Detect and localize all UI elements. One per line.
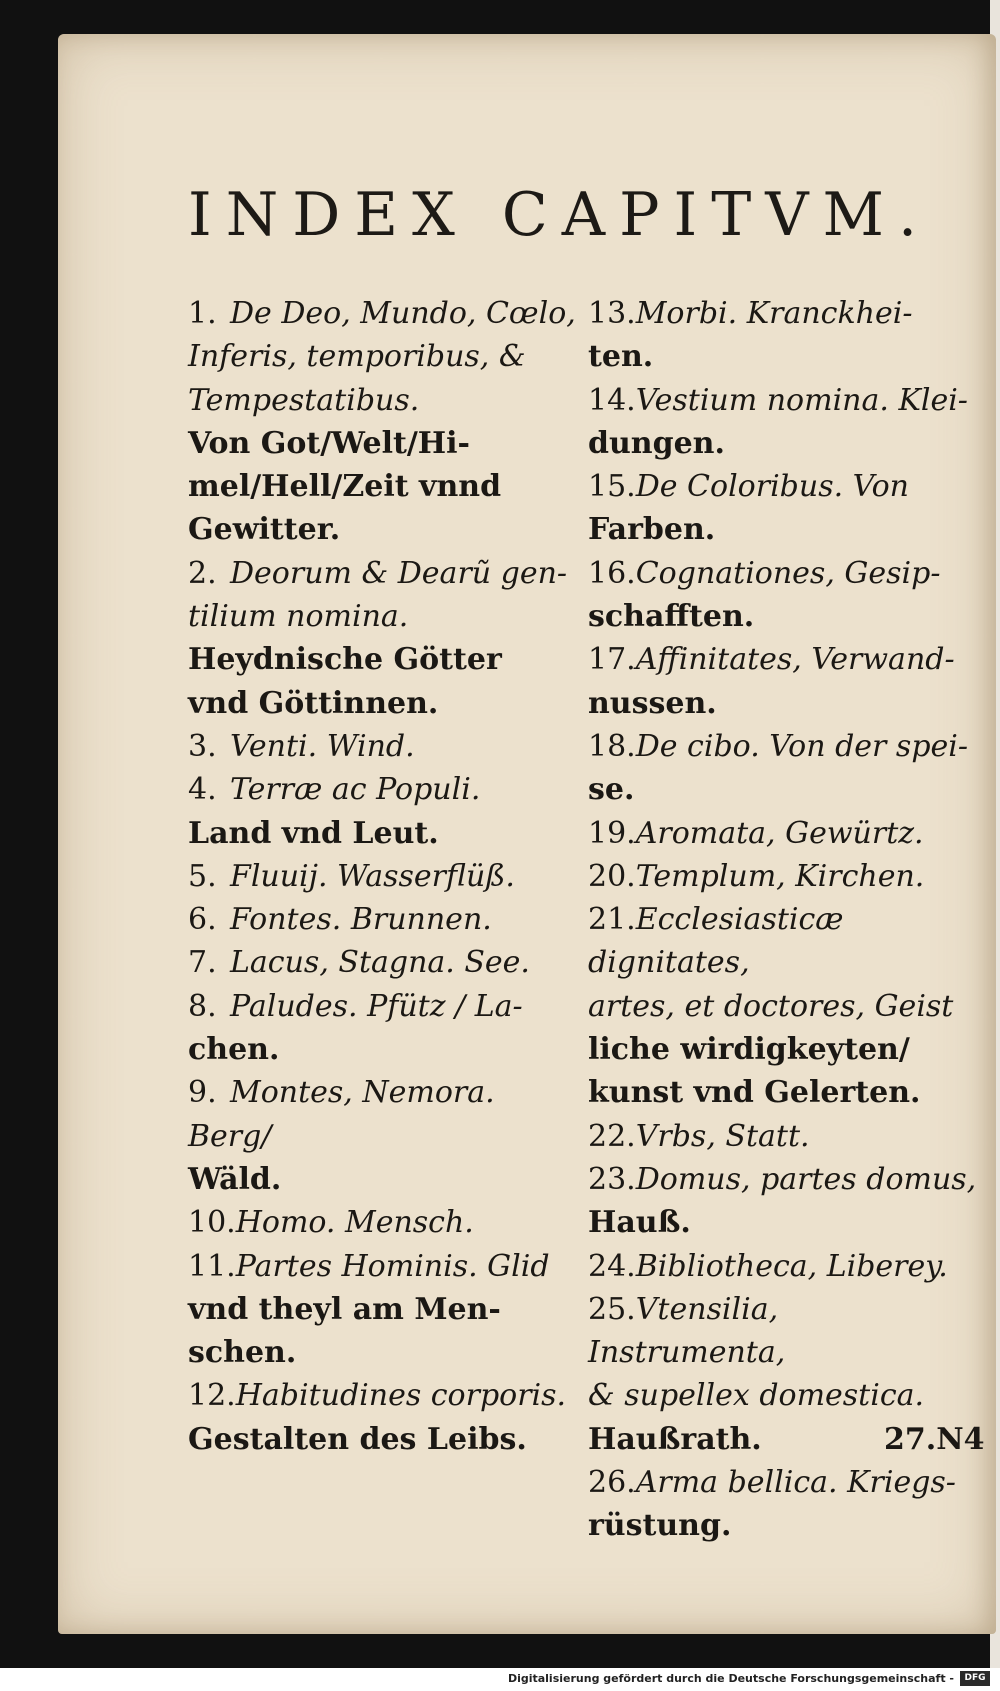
index-entry-line [188, 1201, 578, 1244]
index-entry-line [188, 1418, 578, 1461]
german-heading: rüstung. [588, 1508, 732, 1544]
latin-heading: Domus, partes domus, [635, 1161, 977, 1197]
german-heading: Farben. [588, 512, 716, 548]
index-entry-line [188, 1071, 578, 1158]
index-entry-line [588, 1071, 983, 1114]
latin-heading: Tempestatibus. [188, 382, 420, 418]
latin-heading: Aromata, Gewürtz. [635, 815, 924, 851]
index-column-left [188, 292, 578, 1461]
index-entry-line [188, 941, 578, 984]
latin-heading: artes, et doctores, Geist [588, 988, 954, 1024]
chapter-number: 18. [588, 728, 636, 764]
index-entry-line [588, 1288, 983, 1375]
german-heading: Hauß. [588, 1205, 691, 1241]
funding-note: Digitalisierung gefördert durch die Deutsche Forschungsgemeinschaft - [507, 1672, 954, 1685]
index-entry-line [588, 1201, 983, 1244]
index-entry-line [588, 682, 983, 725]
german-heading: schafften. [588, 599, 755, 635]
chapter-number: 20. [588, 858, 636, 894]
index-entry-line [188, 725, 578, 768]
latin-heading: Vestium nomina. Klei- [635, 382, 968, 418]
latin-heading: Homo. Mensch. [235, 1205, 474, 1241]
german-heading: schen. [188, 1335, 297, 1371]
index-entry-line [188, 985, 578, 1028]
latin-heading: Affinitates, Verwand- [635, 642, 955, 678]
german-heading: liche wirdigkeyten/ [588, 1032, 910, 1068]
german-heading: mel/Hell/Zeit vnnd [188, 469, 502, 505]
latin-heading: Deorum & Dearũ gen- [230, 555, 568, 591]
index-entry-line [188, 898, 578, 941]
latin-heading: De cibo. Von der spei- [635, 728, 969, 764]
chapter-number: 24. [588, 1248, 636, 1284]
latin-heading: Paludes. Pfütz / La- [230, 988, 523, 1024]
index-entry-line [588, 898, 983, 985]
chapter-number: 14. [588, 382, 636, 418]
page-title: INDEX CAPITVM. [188, 180, 932, 250]
chapter-number: 15. [588, 469, 636, 505]
latin-heading: Vtensilia, Instrumenta, [588, 1291, 786, 1371]
latin-heading: Habitudines corporis. [235, 1378, 567, 1414]
index-entry-line [188, 638, 578, 681]
chapter-number: 6. [188, 902, 217, 938]
index-entry-line [588, 1115, 983, 1158]
latin-heading: Morbi. Kranckhei- [635, 296, 913, 331]
latin-heading: tilium nomina. [188, 599, 409, 635]
latin-heading: Cognationes, Gesip- [635, 555, 941, 591]
index-entry-line [588, 1504, 983, 1547]
chapter-number: 13. [588, 296, 636, 331]
index-entry-line [188, 335, 578, 378]
dfg-logo: DFG [960, 1671, 990, 1686]
latin-heading: Terræ ac Populi. [230, 772, 481, 808]
index-entry-line [588, 1245, 983, 1288]
index-entry-line [588, 379, 983, 422]
index-entry-line [188, 1028, 578, 1071]
index-entry-line [188, 682, 578, 725]
latin-heading: & supellex domestica. [588, 1378, 925, 1414]
chapter-number: 4. [188, 772, 217, 808]
chapter-number: 22. [588, 1118, 636, 1154]
latin-heading: Ecclesiasticæ dignitates, [588, 902, 844, 981]
index-entry-line [188, 508, 578, 551]
index-entry-line [588, 292, 983, 335]
chapter-number: 26. [588, 1465, 636, 1501]
index-entry-line [588, 1461, 983, 1504]
chapter-number: 2. [188, 555, 217, 591]
german-heading: vnd theyl am Men- [188, 1291, 501, 1327]
index-entry-line [588, 985, 983, 1028]
chapter-number: 10. [188, 1205, 236, 1241]
chapter-number: 17. [588, 642, 636, 678]
index-entry-line [588, 638, 983, 681]
latin-heading: Montes, Nemora. Berg/ [188, 1075, 495, 1154]
index-entry-line [188, 552, 578, 595]
index-entry-line [588, 768, 983, 811]
german-heading: vnd Göttinnen. [188, 685, 439, 721]
latin-heading: Partes Hominis. Glid [235, 1248, 550, 1284]
index-entry-line [588, 1158, 983, 1201]
latin-heading: De Deo, Mundo, Cœlo, [230, 296, 576, 331]
index-entry-line [188, 1288, 578, 1331]
chapter-number: 25. [588, 1291, 636, 1327]
chapter-number: 21. [588, 902, 636, 938]
index-column-right [588, 292, 983, 1548]
latin-heading: Arma bellica. Kriegs- [635, 1465, 956, 1501]
chapter-number: 1. [188, 296, 217, 331]
german-heading: Haußrath. [588, 1421, 762, 1457]
index-entry-line [188, 812, 578, 855]
chapter-number: 19. [588, 815, 636, 851]
chapter-number: 16. [588, 555, 636, 591]
index-entry-line [588, 1374, 983, 1417]
german-heading: dungen. [588, 425, 725, 461]
german-heading: Land vnd Leut. [188, 815, 439, 851]
latin-heading: Venti. Wind. [230, 728, 415, 764]
chapter-number: 11. [188, 1248, 236, 1284]
index-entry-line [588, 335, 983, 378]
index-entry-line [188, 768, 578, 811]
german-heading: se. [588, 772, 635, 808]
index-entry-line [188, 292, 578, 335]
index-entry-line [188, 1245, 578, 1288]
chapter-number: 5. [188, 858, 217, 894]
index-entry-line [588, 508, 983, 551]
index-entry-line [588, 812, 983, 855]
index-entry-line [588, 465, 983, 508]
latin-heading: Templum, Kirchen. [635, 858, 925, 894]
index-entry-line [588, 1028, 983, 1071]
german-heading: nussen. [588, 685, 717, 721]
index-entry-line [188, 465, 578, 508]
chapter-number: 3. [188, 728, 217, 764]
latin-heading: Fluuij. Wasserflüß. [230, 858, 515, 894]
german-heading: chen. [188, 1032, 280, 1068]
chapter-number: 9. [188, 1075, 217, 1111]
latin-heading: Inferis, temporibus, & [188, 339, 526, 375]
latin-heading: Bibliotheca, Liberey. [635, 1248, 948, 1284]
index-entry-line [588, 422, 983, 465]
index-entry-line [588, 552, 983, 595]
latin-heading: De Coloribus. Von [635, 469, 909, 505]
german-heading: Wäld. [188, 1161, 282, 1197]
index-entry-line [188, 1331, 578, 1374]
index-entry-line [188, 595, 578, 638]
index-entry-line [188, 855, 578, 898]
index-entry-line [588, 725, 983, 768]
index-entry-line [188, 1374, 578, 1417]
chapter-number: 12. [188, 1378, 236, 1414]
german-heading: Von Got/Welt/Hi- [188, 425, 470, 461]
german-heading: Gestalten des Leibs. [188, 1421, 527, 1457]
german-heading: Gewitter. [188, 512, 341, 548]
index-entry-line [188, 379, 578, 422]
chapter-number: 7. [188, 945, 217, 981]
german-heading: ten. [588, 339, 654, 375]
index-entry-line [188, 1158, 578, 1201]
index-entry-line [588, 855, 983, 898]
german-heading: Heydnische Götter [188, 642, 502, 678]
latin-heading: Fontes. Brunnen. [230, 902, 492, 938]
latin-heading: Vrbs, Statt. [635, 1118, 810, 1154]
german-heading: kunst vnd Gelerten. [588, 1075, 921, 1111]
latin-heading: Lacus, Stagna. See. [230, 945, 530, 981]
chapter-number: 8. [188, 988, 217, 1024]
catchword: 27.N4 [884, 1422, 985, 1457]
index-entry-line [188, 422, 578, 465]
index-entry-line [588, 595, 983, 638]
chapter-number: 23. [588, 1161, 636, 1197]
